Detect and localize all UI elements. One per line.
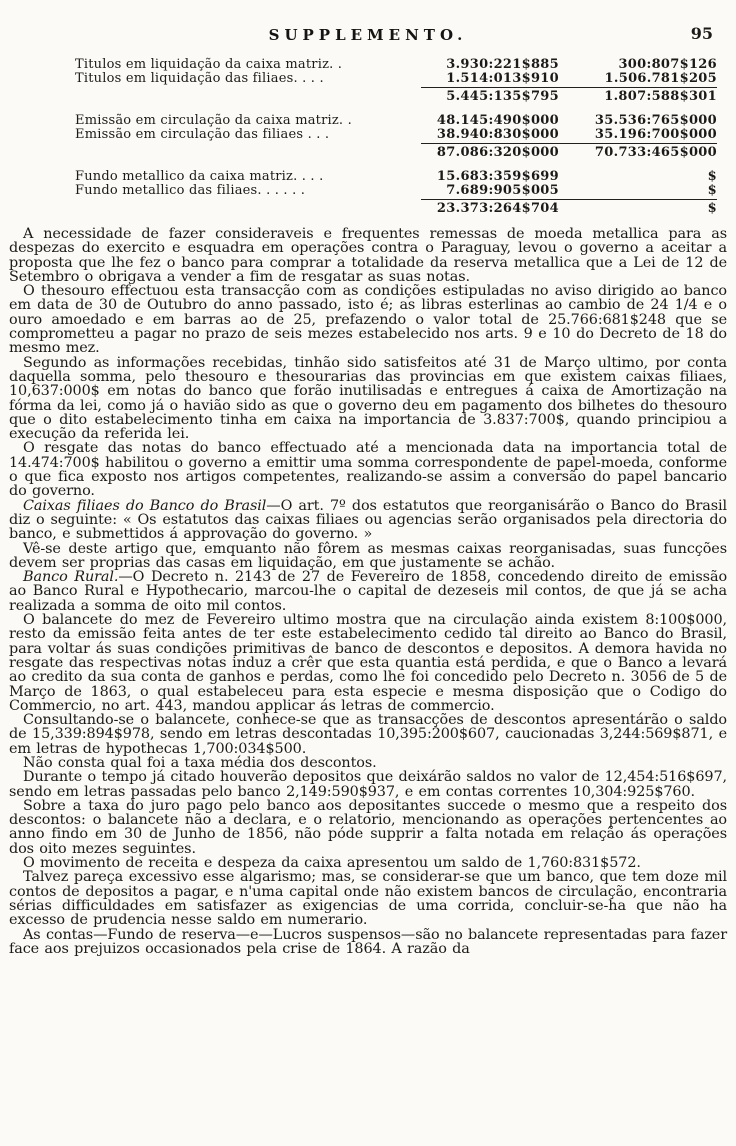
- paragraph-text: Durante o tempo já citado houverão depositos que deixárão saldos no valor de 12,454:516$697, sendo em letras passadas pelo banco 2,149:590$937, e em contas correntes 10,304:925$760.: [9, 769, 727, 800]
- paragraph-text: Não consta qual foi a taxa média dos descontos.: [23, 754, 377, 771]
- paragraph: [9, 356, 727, 442]
- table-row: [75, 72, 717, 85]
- row-label: Titulos em liquidação das filiaes. . . .: [75, 71, 324, 86]
- paragraph-lead: Banco Rural.: [23, 569, 119, 586]
- table-row: [75, 170, 717, 183]
- paragraph: [9, 499, 727, 542]
- paragraph-text: O balancete do mez de Fevereiro ultimo mostra que na circulação ainda existem 8:100$000, resto da emissão feita antes de ter este estabelecimento cedido tal direito ao Banco do Brasil, para voltar ás suas condições primitivas de banco de descontos e depositos. A demora havida no resgate das respectivas notas induz a crêr que esta quantia está perdida, e que o Banco a levará ao credito da sua conta de ganhos e perdas, como lhe foi concedido pelo Decreto n. 3056 de 5 de Março de 1863, o qual estabeleceu para esta especie e mesma disposição que o Codigo do Commercio, no art. 443, mandou applicar ás letras de commercio.: [9, 612, 727, 714]
- paragraph-text: Vê-se deste artigo que, emquanto não fôrem as mesmas caixas reorganisadas, suas funcções devem ser proprias das casas em liquidação, em que justamente se achão.: [9, 540, 727, 571]
- total-col2: 1.807:588$301: [559, 87, 717, 103]
- amount-col1: 48.145:490$000: [436, 113, 559, 128]
- amount-col2: 35.196:700$000: [594, 127, 717, 142]
- page-title: SUPPLEMENTO.: [268, 26, 468, 44]
- paragraph-text: Consultando-se o balancete, conhece-se que as transacções de descontos apresentárão o saldo de 15,339:894$978, sendo em letras descontadas 10,395:200$607, caucionadas 3,244:569$871, e em letras de hypothecas 1,700:034$500.: [9, 712, 727, 757]
- table-row: [75, 128, 717, 141]
- page-header: [9, 26, 727, 48]
- table-group-fundo: [75, 170, 717, 215]
- table-group-titulos: [75, 58, 717, 103]
- row-label: Fundo metallico das filiaes. . . . . .: [75, 183, 306, 198]
- amount-col1: 38.940:830$000: [436, 127, 559, 142]
- amount-col1: 15.683:359$699: [436, 169, 559, 184]
- amount-col1: 1.514:013$910: [446, 71, 559, 86]
- paragraph-text: O resgate das notas do banco effectuado até a mencionada data na importancia total de 14.474:700$ habilitou o governo a emittir uma somma correspondente de papel-moeda, conforme o que fica exposto nos artigos competentes, realizando-se assim a conversão do papel bancario do governo.: [9, 440, 727, 500]
- amount-col1: 3.930:221$885: [446, 57, 559, 72]
- paragraph: [9, 770, 727, 799]
- total-col1: 87.086:320$000: [421, 143, 559, 159]
- paragraph: [9, 284, 727, 355]
- paragraph: [9, 570, 727, 613]
- table-row: [75, 58, 717, 71]
- paragraph-text: Sobre a taxa do juro pago pelo banco aos depositantes succede o mesmo que a respeito dos descontos: o balancete não a declara, e o relatorio, mencionando as operações pertencentes ao anno findo em 30 de Junho de 1856, não póde supprir a falta notada em relação ás operações dos oito mezes seguintes.: [9, 797, 727, 857]
- paragraph: [9, 756, 727, 770]
- amount-col2: $: [707, 183, 717, 198]
- table-group-emissao: [75, 114, 717, 159]
- amount-col2: $: [707, 169, 717, 184]
- paragraph: [9, 227, 727, 284]
- total-col1: 5.445:135$795: [421, 87, 559, 103]
- paragraph-lead: Caixas filiaes do Banco do Brasil: [23, 497, 267, 514]
- paragraph: [9, 713, 727, 756]
- paragraph: [9, 542, 727, 571]
- total-row: [75, 86, 717, 103]
- paragraph-text: O movimento de receita e despeza da caixa apresentou um saldo de 1,760:831$572.: [23, 855, 641, 872]
- total-col1: 23.373:264$704: [421, 199, 559, 215]
- page-number: 95: [690, 24, 713, 43]
- paragraph: [9, 856, 727, 870]
- amount-col1: 7.689:905$005: [446, 183, 559, 198]
- paragraph-text: As contas—Fundo de reserva—e—Lucros suspensos—são no balancete representadas para fazer face aos prejuizos occasionados pela crise de 1864. A razão da: [9, 926, 727, 957]
- total-col2: 70.733:465$000: [559, 143, 717, 159]
- row-label: Fundo metallico da caixa matriz. . . .: [75, 169, 324, 184]
- body-text: [9, 227, 727, 956]
- paragraph: [9, 799, 727, 856]
- amount-col2: 300:807$126: [618, 57, 717, 72]
- balance-table: [75, 58, 717, 215]
- paragraph: [9, 441, 727, 498]
- paragraph-text: O thesouro effectuou esta transacção com as condições estipuladas no aviso dirigido ao banco em data de 30 de Outubro do anno passado, isto é; as libras esterlinas ao cambio de 24 1/4 e o ouro amoedado e em barras ao de 25, prefazendo o valor total de 25.766:681$248 que se comprometteu a pagar no prazo de seis mezes estabelecido nos arts. 9 e 10 do Decreto de 18 do mesmo mez.: [9, 283, 727, 357]
- amount-col2: 1.506.781$205: [604, 71, 717, 86]
- paragraph: [9, 613, 727, 713]
- paragraph: [9, 870, 727, 927]
- row-label: Emissão em circulação da caixa matriz. .: [75, 113, 352, 128]
- paragraph-text: Talvez pareça excessivo esse algarismo; mas, se considerar-se que um banco, que tem doze mil contos de depositos a pagar, e n'uma capital onde não existem bancos de circulação, encontraria sérias difficuldades em satisfazer as exigencias de uma corrida, concluir-se-ha que não ha excesso de prudencia nesse saldo em numerario.: [9, 869, 727, 929]
- paragraph-text: —O Decreto n. 2143 de 27 de Fevereiro de 1858, concedendo direito de emissão ao Banco Rural e Hypothecario, marcou-lhe o capital de dezeseis mil contos, de que já se acha realizada a somma de oito mil contos.: [9, 569, 728, 614]
- amount-col2: 35.536:765$000: [594, 113, 717, 128]
- paragraph-text: A necessidade de fazer consideraveis e frequentes remessas de moeda metallica para as despezas do exercito e esquadra em operações contra o Paraguay, levou o governo a aceitar a proposta que lhe fez o banco para comprar a totalidade da reserva metallica que a Lei de 12 de Setembro o obrigava a vender a fim de resgatar as suas notas.: [9, 226, 727, 285]
- table-row: [75, 114, 717, 127]
- total-col2: $: [559, 199, 717, 215]
- paragraph-text: —O art. 7º dos estatutos que reorganisárão o Banco do Brasil diz o seguinte: « Os estatutos das caixas filiaes ou agencias serão organisados pela directoria do banco, e submettidos á approvação do governo. »: [9, 497, 727, 543]
- row-label: Emissão em circulação das filiaes . . .: [75, 127, 330, 142]
- row-label: Titulos em liquidação da caixa matriz. .: [75, 57, 343, 72]
- paragraph: [9, 928, 727, 957]
- total-row: [75, 142, 717, 159]
- paragraph-text: Segundo as informações recebidas, tinhão sido satisfeitos até 31 de Março ultimo, por conta daquella somma, pelo thesouro e thesourarias das provincias em que existem caixas filiaes, 10,637:000$ em notas do banco que forão inutilisadas e entregues á caixa de Amortização na fórma da lei, como já o havião sido as que o governo deu em pagamento dos bilhetes do thesouro que o dito estabelecimento tinha em caixa na importancia de 3.837:700$, quando principiou a execução da referida lei.: [9, 354, 727, 443]
- table-row: [75, 184, 717, 197]
- total-row: [75, 198, 717, 215]
